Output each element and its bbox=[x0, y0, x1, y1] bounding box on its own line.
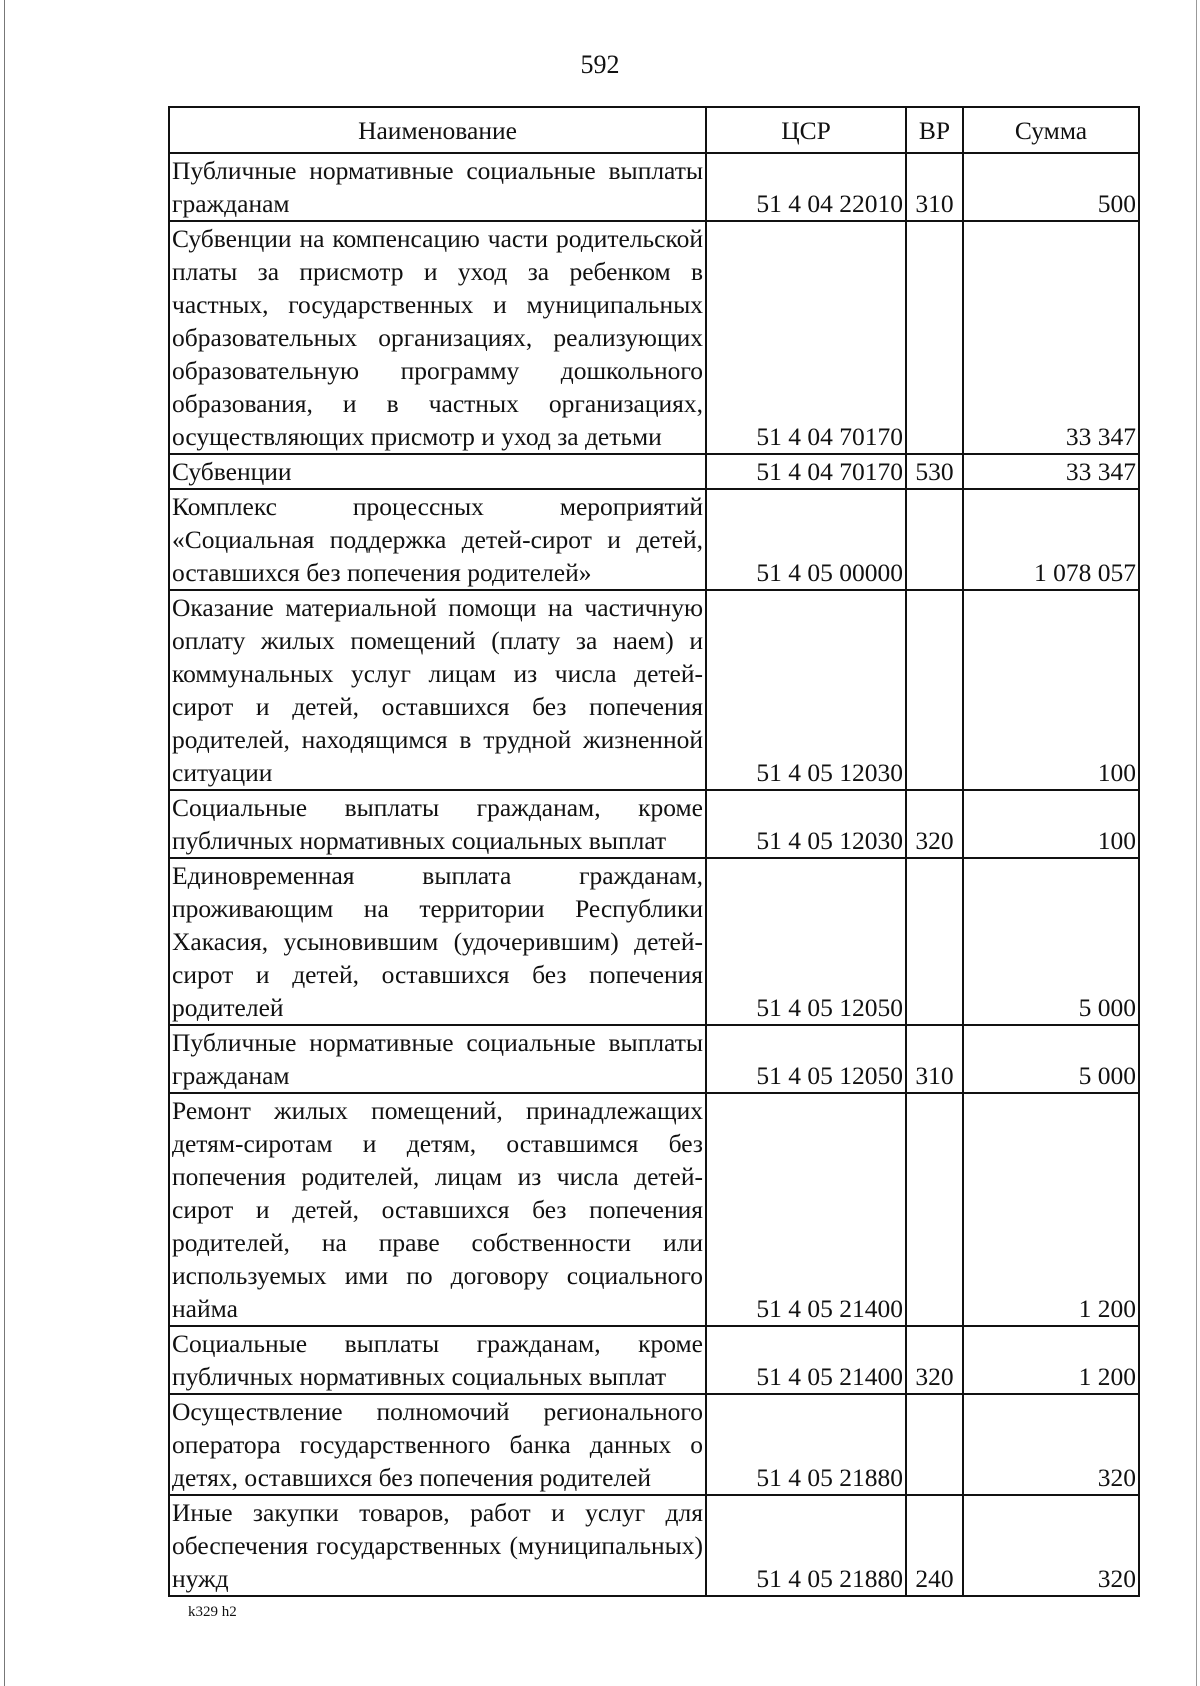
row-code: 51 4 04 70170 bbox=[706, 221, 906, 454]
row-sum: 100 bbox=[963, 790, 1139, 858]
row-sum: 5 000 bbox=[963, 858, 1139, 1025]
row-sum: 1 078 057 bbox=[963, 489, 1139, 590]
header-sum: Сумма bbox=[963, 107, 1139, 153]
row-name: Оказание материальной помощи на частичную оплату жилых помещений (плату за наем) и коммунальных услуг лицам из числа детей-сирот и детей, оставшихся без попечения родителей, находящимся в трудной жизненной ситуации bbox=[169, 590, 706, 790]
table-row bbox=[169, 1326, 1139, 1394]
row-sum: 320 bbox=[963, 1394, 1139, 1495]
budget-table bbox=[168, 106, 1140, 1597]
row-sum: 33 347 bbox=[963, 454, 1139, 489]
row-code: 51 4 05 12030 bbox=[706, 590, 906, 790]
table-row bbox=[169, 1495, 1139, 1596]
row-name: Ремонт жилых помещений, принадлежащих детям-сиротам и детям, оставшимся без попечения родителей, лицам из числа детей-сирот и детей, оставшихся без попечения родителей, на праве собственности или используемых ими по договору социального найма bbox=[169, 1093, 706, 1326]
row-code: 51 4 05 21400 bbox=[706, 1093, 906, 1326]
row-vr: 310 bbox=[906, 153, 963, 221]
row-name: Публичные нормативные социальные выплаты гражданам bbox=[169, 1025, 706, 1093]
row-vr: 320 bbox=[906, 790, 963, 858]
row-sum: 1 200 bbox=[963, 1326, 1139, 1394]
row-code: 51 4 05 21880 bbox=[706, 1394, 906, 1495]
row-name: Публичные нормативные социальные выплаты гражданам bbox=[169, 153, 706, 221]
row-code: 51 4 05 21880 bbox=[706, 1495, 906, 1596]
row-name: Субвенции bbox=[169, 454, 706, 489]
row-sum: 500 bbox=[963, 153, 1139, 221]
header-vr: ВР bbox=[906, 107, 963, 153]
table-row bbox=[169, 489, 1139, 590]
table-row bbox=[169, 153, 1139, 221]
row-sum: 5 000 bbox=[963, 1025, 1139, 1093]
row-vr bbox=[906, 1093, 963, 1326]
row-code: 51 4 05 21400 bbox=[706, 1326, 906, 1394]
table-row bbox=[169, 858, 1139, 1025]
row-name: Осуществление полномочий регионального оператора государственного банка данных о детях, оставшихся без попечения родителей bbox=[169, 1394, 706, 1495]
page-number: 592 bbox=[580, 50, 620, 79]
table-row bbox=[169, 1394, 1139, 1495]
table-row bbox=[169, 454, 1139, 489]
row-name: Социальные выплаты гражданам, кроме публичных нормативных социальных выплат bbox=[169, 790, 706, 858]
row-vr bbox=[906, 590, 963, 790]
row-code: 51 4 05 12030 bbox=[706, 790, 906, 858]
row-vr bbox=[906, 221, 963, 454]
row-vr: 310 bbox=[906, 1025, 963, 1093]
header-name: Наименование bbox=[169, 107, 706, 153]
row-code: 51 4 04 22010 bbox=[706, 153, 906, 221]
table-header-row bbox=[169, 107, 1139, 153]
row-code: 51 4 05 12050 bbox=[706, 858, 906, 1025]
row-code: 51 4 05 12050 bbox=[706, 1025, 906, 1093]
table-row bbox=[169, 1093, 1139, 1326]
row-vr: 320 bbox=[906, 1326, 963, 1394]
row-name: Субвенции на компенсацию части родительской платы за присмотр и уход за ребенком в частных, государственных и муниципальных образовательных организациях, реализующих образовательную программу дошкольного образования, и в частных организациях, осуществляющих присмотр и уход за детьми bbox=[169, 221, 706, 454]
row-name: Социальные выплаты гражданам, кроме публичных нормативных социальных выплат bbox=[169, 1326, 706, 1394]
table-row bbox=[169, 1025, 1139, 1093]
row-name: Иные закупки товаров, работ и услуг для обеспечения государственных (муниципальных) нужд bbox=[169, 1495, 706, 1596]
row-name: Единовременная выплата гражданам, проживающим на территории Республики Хакасия, усыновившим (удочерившим) детей-сирот и детей, оставшихся без попечения родителей bbox=[169, 858, 706, 1025]
table-row bbox=[169, 790, 1139, 858]
row-code: 51 4 04 70170 bbox=[706, 454, 906, 489]
header-code: ЦСР bbox=[706, 107, 906, 153]
row-vr bbox=[906, 858, 963, 1025]
row-sum: 320 bbox=[963, 1495, 1139, 1596]
page-right-edge bbox=[1196, 0, 1197, 1686]
footer-code: k329 h2 bbox=[188, 1604, 237, 1620]
row-sum: 33 347 bbox=[963, 221, 1139, 454]
table-row bbox=[169, 221, 1139, 454]
row-code: 51 4 05 00000 bbox=[706, 489, 906, 590]
page-left-edge bbox=[4, 0, 5, 1686]
row-vr bbox=[906, 489, 963, 590]
row-name: Комплекс процессных мероприятий «Социальная поддержка детей-сирот и детей, оставшихся без попечения родителей» bbox=[169, 489, 706, 590]
row-vr: 530 bbox=[906, 454, 963, 489]
row-sum: 1 200 bbox=[963, 1093, 1139, 1326]
row-vr: 240 bbox=[906, 1495, 963, 1596]
table-row bbox=[169, 590, 1139, 790]
row-sum: 100 bbox=[963, 590, 1139, 790]
row-vr bbox=[906, 1394, 963, 1495]
